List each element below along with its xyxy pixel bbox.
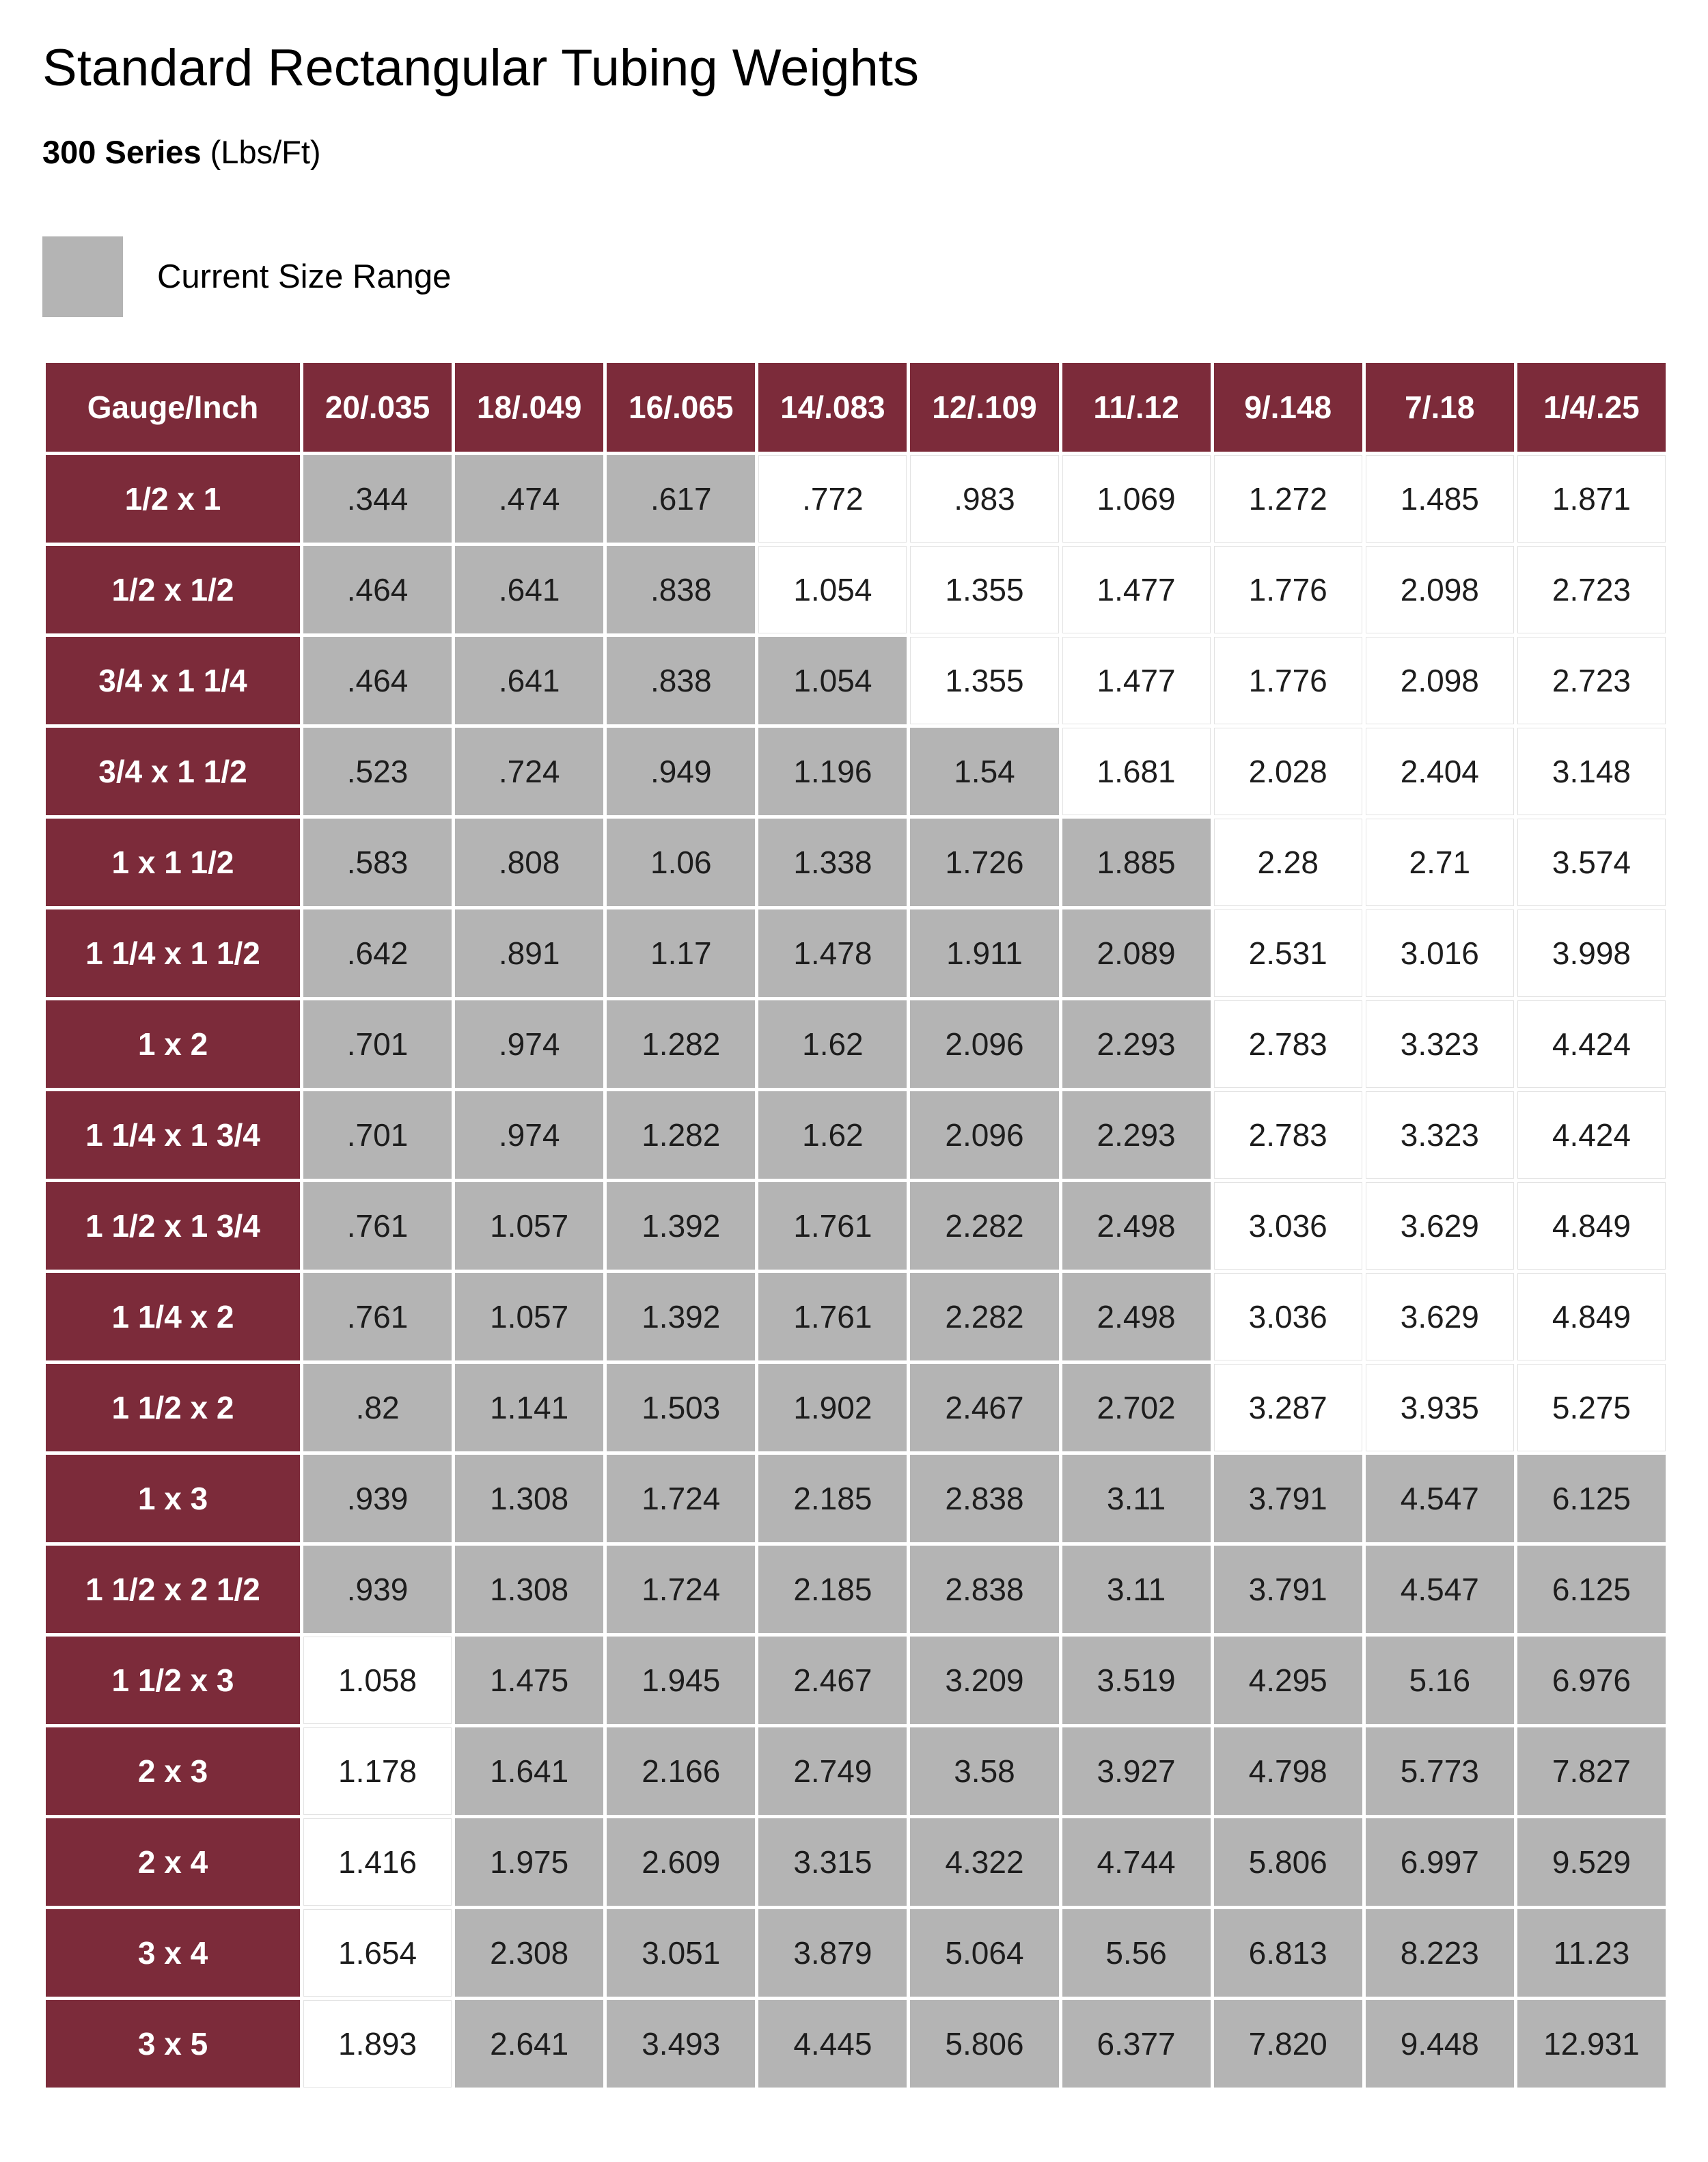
weight-cell: 3.287 bbox=[1214, 1364, 1362, 1451]
weight-cell-in-range: .761 bbox=[303, 1182, 452, 1270]
weight-cell-in-range: 1.475 bbox=[455, 1637, 603, 1724]
weight-cell-in-range: .838 bbox=[607, 546, 755, 633]
weight-cell: 1.776 bbox=[1214, 637, 1362, 724]
row-label-size: 1 1/2 x 2 1/2 bbox=[46, 1546, 300, 1633]
weight-cell-in-range: 2.498 bbox=[1062, 1182, 1211, 1270]
table-row bbox=[46, 1727, 1666, 1815]
weight-cell-in-range: 2.838 bbox=[910, 1455, 1058, 1542]
weight-cell: 2.531 bbox=[1214, 909, 1362, 997]
weight-cell: 1.069 bbox=[1062, 455, 1211, 543]
weight-cell: .772 bbox=[758, 455, 907, 543]
weight-cell-in-range: 9.448 bbox=[1366, 2000, 1514, 2088]
weight-cell-in-range: .974 bbox=[455, 1000, 603, 1088]
weight-cell-in-range: 4.295 bbox=[1214, 1637, 1362, 1724]
row-label-size: 1 1/4 x 1 3/4 bbox=[46, 1091, 300, 1179]
weight-cell: 3.036 bbox=[1214, 1273, 1362, 1360]
column-header: 14/.083 bbox=[758, 363, 907, 452]
weight-cell-in-range: .464 bbox=[303, 637, 452, 724]
weight-cell-in-range: 1.282 bbox=[607, 1000, 755, 1088]
weight-cell: 3.323 bbox=[1366, 1091, 1514, 1179]
weight-cell-in-range: 2.293 bbox=[1062, 1091, 1211, 1179]
weight-cell-in-range: 1.141 bbox=[455, 1364, 603, 1451]
legend-swatch bbox=[42, 236, 123, 317]
table-row bbox=[46, 1455, 1666, 1542]
weight-cell-in-range: 3.791 bbox=[1214, 1455, 1362, 1542]
weight-cell: 3.036 bbox=[1214, 1182, 1362, 1270]
weight-cell-in-range: .724 bbox=[455, 728, 603, 815]
legend-label: Current Size Range bbox=[157, 258, 452, 295]
weight-cell-in-range: 3.051 bbox=[607, 1909, 755, 1997]
table-row bbox=[46, 2000, 1666, 2088]
weight-cell: 4.849 bbox=[1517, 1273, 1666, 1360]
weight-cell: 2.783 bbox=[1214, 1000, 1362, 1088]
weight-cell-in-range: 1.06 bbox=[607, 819, 755, 906]
weight-cell-in-range: 7.820 bbox=[1214, 2000, 1362, 2088]
weight-cell-in-range: 1.196 bbox=[758, 728, 907, 815]
table-row bbox=[46, 1364, 1666, 1451]
row-label-size: 1 x 1 1/2 bbox=[46, 819, 300, 906]
weight-cell: 1.681 bbox=[1062, 728, 1211, 815]
weight-cell-in-range: .617 bbox=[607, 455, 755, 543]
weight-cell: 2.098 bbox=[1366, 637, 1514, 724]
table-row bbox=[46, 1273, 1666, 1360]
weight-cell-in-range: 6.125 bbox=[1517, 1455, 1666, 1542]
weight-cell-in-range: .808 bbox=[455, 819, 603, 906]
weight-cell: 5.275 bbox=[1517, 1364, 1666, 1451]
weight-cell-in-range: 1.641 bbox=[455, 1727, 603, 1815]
weight-cell-in-range: 1.282 bbox=[607, 1091, 755, 1179]
row-label-size: 3 x 4 bbox=[46, 1909, 300, 1997]
weight-cell: 1.477 bbox=[1062, 637, 1211, 724]
weight-cell-in-range: 5.773 bbox=[1366, 1727, 1514, 1815]
weight-cell-in-range: 2.702 bbox=[1062, 1364, 1211, 1451]
weight-cell: 1.355 bbox=[910, 546, 1058, 633]
column-header: 7/.18 bbox=[1366, 363, 1514, 452]
weight-cell-in-range: 11.23 bbox=[1517, 1909, 1666, 1997]
column-header: 18/.049 bbox=[455, 363, 603, 452]
weight-cell-in-range: 2.467 bbox=[910, 1364, 1058, 1451]
weight-cell-in-range: .838 bbox=[607, 637, 755, 724]
weight-cell-in-range: 4.547 bbox=[1366, 1455, 1514, 1542]
weight-cell-in-range: 1.392 bbox=[607, 1273, 755, 1360]
weight-cell-in-range: 2.089 bbox=[1062, 909, 1211, 997]
weight-cell-in-range: 3.927 bbox=[1062, 1727, 1211, 1815]
column-header: 16/.065 bbox=[607, 363, 755, 452]
weight-cell-in-range: 5.56 bbox=[1062, 1909, 1211, 1997]
weight-cell: .983 bbox=[910, 455, 1058, 543]
weight-cell: 2.28 bbox=[1214, 819, 1362, 906]
weight-cell-in-range: 2.641 bbox=[455, 2000, 603, 2088]
weight-cell: 1.654 bbox=[303, 1909, 452, 1997]
weight-cell: 1.871 bbox=[1517, 455, 1666, 543]
weight-cell: 1.178 bbox=[303, 1727, 452, 1815]
weight-cell-in-range: .642 bbox=[303, 909, 452, 997]
weight-cell: 4.424 bbox=[1517, 1000, 1666, 1088]
weight-cell-in-range: 1.726 bbox=[910, 819, 1058, 906]
weight-cell: 1.054 bbox=[758, 546, 907, 633]
tubing-weights-table bbox=[42, 359, 1669, 2091]
weight-cell-in-range: 12.931 bbox=[1517, 2000, 1666, 2088]
table-row bbox=[46, 728, 1666, 815]
weight-cell-in-range: 1.885 bbox=[1062, 819, 1211, 906]
row-label-size: 1 x 2 bbox=[46, 1000, 300, 1088]
weight-cell-in-range: 3.493 bbox=[607, 2000, 755, 2088]
weight-cell-in-range: 1.338 bbox=[758, 819, 907, 906]
weight-cell-in-range: 2.096 bbox=[910, 1091, 1058, 1179]
weight-cell-in-range: 3.11 bbox=[1062, 1546, 1211, 1633]
weight-cell: 1.416 bbox=[303, 1818, 452, 1906]
table-row bbox=[46, 1909, 1666, 1997]
weight-cell-in-range: 2.498 bbox=[1062, 1273, 1211, 1360]
weight-cell-in-range: .939 bbox=[303, 1546, 452, 1633]
weight-cell-in-range: .701 bbox=[303, 1091, 452, 1179]
weight-cell-in-range: 2.185 bbox=[758, 1455, 907, 1542]
weight-cell-in-range: 5.064 bbox=[910, 1909, 1058, 1997]
weight-cell-in-range: 1.62 bbox=[758, 1000, 907, 1088]
weight-cell-in-range: .82 bbox=[303, 1364, 452, 1451]
row-label-size: 1 x 3 bbox=[46, 1455, 300, 1542]
series-subtitle bbox=[42, 133, 1666, 171]
weight-cell-in-range: 2.096 bbox=[910, 1000, 1058, 1088]
weight-cell-in-range: 7.827 bbox=[1517, 1727, 1666, 1815]
weight-cell-in-range: 5.806 bbox=[910, 2000, 1058, 2088]
table-row bbox=[46, 455, 1666, 543]
weight-cell-in-range: 1.17 bbox=[607, 909, 755, 997]
weight-cell: 1.272 bbox=[1214, 455, 1362, 543]
column-header: 12/.109 bbox=[910, 363, 1058, 452]
weight-cell-in-range: 2.609 bbox=[607, 1818, 755, 1906]
weight-cell-in-range: .761 bbox=[303, 1273, 452, 1360]
weight-cell-in-range: 2.749 bbox=[758, 1727, 907, 1815]
weight-cell-in-range: 3.315 bbox=[758, 1818, 907, 1906]
weight-cell-in-range: 6.997 bbox=[1366, 1818, 1514, 1906]
weight-cell-in-range: 1.724 bbox=[607, 1546, 755, 1633]
weight-cell-in-range: 9.529 bbox=[1517, 1818, 1666, 1906]
table-row bbox=[46, 1182, 1666, 1270]
weight-cell-in-range: 1.054 bbox=[758, 637, 907, 724]
weight-cell: 1.477 bbox=[1062, 546, 1211, 633]
weight-cell-in-range: 1.945 bbox=[607, 1637, 755, 1724]
weight-cell-in-range: 3.519 bbox=[1062, 1637, 1211, 1724]
weight-cell-in-range: 2.293 bbox=[1062, 1000, 1211, 1088]
weight-cell-in-range: .641 bbox=[455, 637, 603, 724]
legend bbox=[42, 236, 1666, 317]
weight-cell: 2.783 bbox=[1214, 1091, 1362, 1179]
weight-cell-in-range: .583 bbox=[303, 819, 452, 906]
series-units: (Lbs/Ft) bbox=[210, 134, 321, 170]
row-label-size: 1/2 x 1/2 bbox=[46, 546, 300, 633]
table-row bbox=[46, 1091, 1666, 1179]
row-label-size: 1/2 x 1 bbox=[46, 455, 300, 543]
row-label-size: 3/4 x 1 1/2 bbox=[46, 728, 300, 815]
weight-cell-in-range: 3.791 bbox=[1214, 1546, 1362, 1633]
weight-cell: 4.849 bbox=[1517, 1182, 1666, 1270]
weight-cell-in-range: .939 bbox=[303, 1455, 452, 1542]
weight-cell-in-range: 5.806 bbox=[1214, 1818, 1362, 1906]
table-row bbox=[46, 1000, 1666, 1088]
weight-cell: 2.028 bbox=[1214, 728, 1362, 815]
weight-cell-in-range: 3.879 bbox=[758, 1909, 907, 1997]
column-header-gauge-inch: Gauge/Inch bbox=[46, 363, 300, 452]
weight-cell: 3.574 bbox=[1517, 819, 1666, 906]
weight-cell-in-range: .949 bbox=[607, 728, 755, 815]
row-label-size: 1 1/2 x 3 bbox=[46, 1637, 300, 1724]
weight-cell: 2.723 bbox=[1517, 546, 1666, 633]
weight-cell-in-range: 4.322 bbox=[910, 1818, 1058, 1906]
weight-cell: 3.629 bbox=[1366, 1182, 1514, 1270]
weight-cell-in-range: 4.547 bbox=[1366, 1546, 1514, 1633]
weight-cell: 3.629 bbox=[1366, 1273, 1514, 1360]
weight-cell: 3.323 bbox=[1366, 1000, 1514, 1088]
table-row bbox=[46, 1637, 1666, 1724]
page-title: Standard Rectangular Tubing Weights bbox=[42, 39, 919, 97]
weight-cell: 1.893 bbox=[303, 2000, 452, 2088]
weight-cell-in-range: 1.975 bbox=[455, 1818, 603, 1906]
weight-cell-in-range: 1.503 bbox=[607, 1364, 755, 1451]
weight-cell-in-range: 4.744 bbox=[1062, 1818, 1211, 1906]
weight-cell-in-range: .701 bbox=[303, 1000, 452, 1088]
weight-cell-in-range: 1.057 bbox=[455, 1182, 603, 1270]
weight-cell: 1.485 bbox=[1366, 455, 1514, 543]
weight-cell-in-range: .464 bbox=[303, 546, 452, 633]
row-label-size: 3 x 5 bbox=[46, 2000, 300, 2088]
weight-cell-in-range: 1.761 bbox=[758, 1273, 907, 1360]
weight-cell-in-range: .344 bbox=[303, 455, 452, 543]
weight-cell-in-range: .891 bbox=[455, 909, 603, 997]
weight-cell: 2.098 bbox=[1366, 546, 1514, 633]
weight-cell-in-range: 2.838 bbox=[910, 1546, 1058, 1633]
weight-cell: 3.998 bbox=[1517, 909, 1666, 997]
weight-cell-in-range: 4.445 bbox=[758, 2000, 907, 2088]
weight-cell-in-range: 6.976 bbox=[1517, 1637, 1666, 1724]
weight-cell-in-range: 2.308 bbox=[455, 1909, 603, 1997]
table-row bbox=[46, 1546, 1666, 1633]
weight-cell-in-range: 1.911 bbox=[910, 909, 1058, 997]
weight-cell-in-range: .974 bbox=[455, 1091, 603, 1179]
weight-cell: 2.404 bbox=[1366, 728, 1514, 815]
weight-cell: 2.71 bbox=[1366, 819, 1514, 906]
table-header-row bbox=[46, 363, 1666, 452]
weight-cell-in-range: 6.377 bbox=[1062, 2000, 1211, 2088]
column-header: 11/.12 bbox=[1062, 363, 1211, 452]
table-row bbox=[46, 546, 1666, 633]
weight-cell-in-range: 1.478 bbox=[758, 909, 907, 997]
weight-cell-in-range: 1.392 bbox=[607, 1182, 755, 1270]
column-header: 20/.035 bbox=[303, 363, 452, 452]
row-label-size: 1 1/4 x 1 1/2 bbox=[46, 909, 300, 997]
weight-cell-in-range: 1.62 bbox=[758, 1091, 907, 1179]
weight-cell: 1.058 bbox=[303, 1637, 452, 1724]
weight-cell-in-range: 1.724 bbox=[607, 1455, 755, 1542]
weight-cell: 1.776 bbox=[1214, 546, 1362, 633]
weight-cell-in-range: 6.813 bbox=[1214, 1909, 1362, 1997]
weight-cell-in-range: 6.125 bbox=[1517, 1546, 1666, 1633]
weight-cell-in-range: 1.057 bbox=[455, 1273, 603, 1360]
table-row bbox=[46, 819, 1666, 906]
row-label-size: 1 1/2 x 2 bbox=[46, 1364, 300, 1451]
weight-cell: 3.935 bbox=[1366, 1364, 1514, 1451]
row-label-size: 1 1/2 x 1 3/4 bbox=[46, 1182, 300, 1270]
row-label-size: 3/4 x 1 1/4 bbox=[46, 637, 300, 724]
weight-cell: 4.424 bbox=[1517, 1091, 1666, 1179]
row-label-size: 1 1/4 x 2 bbox=[46, 1273, 300, 1360]
weight-cell-in-range: .641 bbox=[455, 546, 603, 633]
column-header: 1/4/.25 bbox=[1517, 363, 1666, 452]
weight-cell-in-range: 2.166 bbox=[607, 1727, 755, 1815]
weight-cell: 1.355 bbox=[910, 637, 1058, 724]
weight-cell-in-range: 1.308 bbox=[455, 1546, 603, 1633]
weight-cell-in-range: 8.223 bbox=[1366, 1909, 1514, 1997]
weight-cell: 2.723 bbox=[1517, 637, 1666, 724]
weight-cell-in-range: 5.16 bbox=[1366, 1637, 1514, 1724]
weight-cell-in-range: 2.185 bbox=[758, 1546, 907, 1633]
table-row bbox=[46, 1818, 1666, 1906]
weight-cell-in-range: 4.798 bbox=[1214, 1727, 1362, 1815]
column-header: 9/.148 bbox=[1214, 363, 1362, 452]
row-label-size: 2 x 3 bbox=[46, 1727, 300, 1815]
weight-cell-in-range: 2.282 bbox=[910, 1273, 1058, 1360]
weight-cell-in-range: 1.54 bbox=[910, 728, 1058, 815]
weight-cell-in-range: 2.467 bbox=[758, 1637, 907, 1724]
weight-cell-in-range: 3.58 bbox=[910, 1727, 1058, 1815]
series-name: 300 Series bbox=[42, 134, 202, 170]
weight-cell-in-range: 2.282 bbox=[910, 1182, 1058, 1270]
weight-cell-in-range: 3.11 bbox=[1062, 1455, 1211, 1542]
weight-cell-in-range: 1.761 bbox=[758, 1182, 907, 1270]
weight-cell-in-range: 3.209 bbox=[910, 1637, 1058, 1724]
table-row bbox=[46, 909, 1666, 997]
weight-cell: 3.148 bbox=[1517, 728, 1666, 815]
weight-cell-in-range: .523 bbox=[303, 728, 452, 815]
table-row bbox=[46, 637, 1666, 724]
weight-cell-in-range: .474 bbox=[455, 455, 603, 543]
weight-cell-in-range: 1.902 bbox=[758, 1364, 907, 1451]
weight-cell-in-range: 1.308 bbox=[455, 1455, 603, 1542]
weight-cell: 3.016 bbox=[1366, 909, 1514, 997]
row-label-size: 2 x 4 bbox=[46, 1818, 300, 1906]
